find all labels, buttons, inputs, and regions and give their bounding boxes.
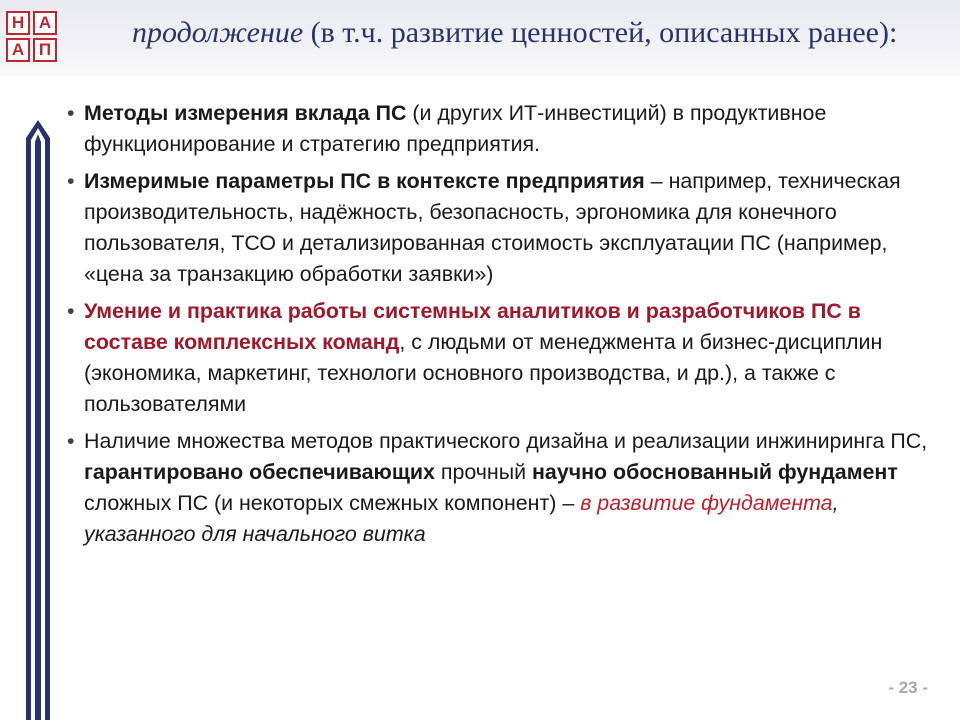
page-number: - 23 - xyxy=(888,678,928,697)
item-text: (и других ИТ-инвестиций) в продуктивное функционирование и стратегию предприятия. xyxy=(84,101,827,156)
list-item xyxy=(64,296,944,420)
logo-letter: А xyxy=(33,11,57,35)
item-text: , с людьми от менеджмента и бизнес-дисциплин (экономика, маркетинг, технологи основного производства, и др.), а также с пользователями xyxy=(84,330,883,416)
item-bold-text: Измеримые параметры ПС в контексте предприятия xyxy=(84,169,645,193)
item-bold-text: научно обоснованный фундамент xyxy=(532,460,898,484)
list-item xyxy=(64,98,944,160)
item-red-italic-text: в развитие фундамента xyxy=(580,491,833,515)
logo xyxy=(6,11,58,63)
slide-title-rest: (в т.ч. развитие ценностей, описанных ранее): xyxy=(303,16,898,49)
bullet-list xyxy=(64,98,944,556)
bullet-marker: • xyxy=(67,101,75,125)
list-item xyxy=(64,426,944,550)
logo-letter: П xyxy=(33,38,57,62)
bullet-marker: • xyxy=(67,169,75,193)
logo-letter: Н xyxy=(6,11,30,35)
slide-title xyxy=(132,16,897,50)
list-item xyxy=(64,166,944,290)
decorative-ribbon xyxy=(26,120,50,720)
logo-letter: А xyxy=(6,38,30,62)
slide-title-italic: продолжение xyxy=(132,16,304,49)
item-italic-text: , указанного для начального витка xyxy=(84,491,839,546)
item-text: Наличие множества методов практического дизайна и реализации инжиниринга ПС, xyxy=(84,429,928,453)
bullet-marker: • xyxy=(67,429,75,453)
item-text: – например, техническая производительность, надёжность, безопасность, эргономика для конечного пользователя, ТСО и детализированная стоимость эксплуатации ПС (например, «цена за транзакцию обработки заявки») xyxy=(84,169,901,286)
bullet-marker: • xyxy=(67,299,75,323)
item-bold-text: гарантировано обеспечивающих xyxy=(84,460,435,484)
item-bold-text: Методы измерения вклада ПС xyxy=(84,101,407,125)
header-bar xyxy=(0,0,960,76)
item-text: сложных ПС (и некоторых смежных компонент) – xyxy=(84,491,581,515)
item-highlight-text: Умение и практика работы системных аналитиков и разработчиков ПС в составе комплексных команд xyxy=(84,299,861,354)
item-text: прочный xyxy=(434,460,532,484)
